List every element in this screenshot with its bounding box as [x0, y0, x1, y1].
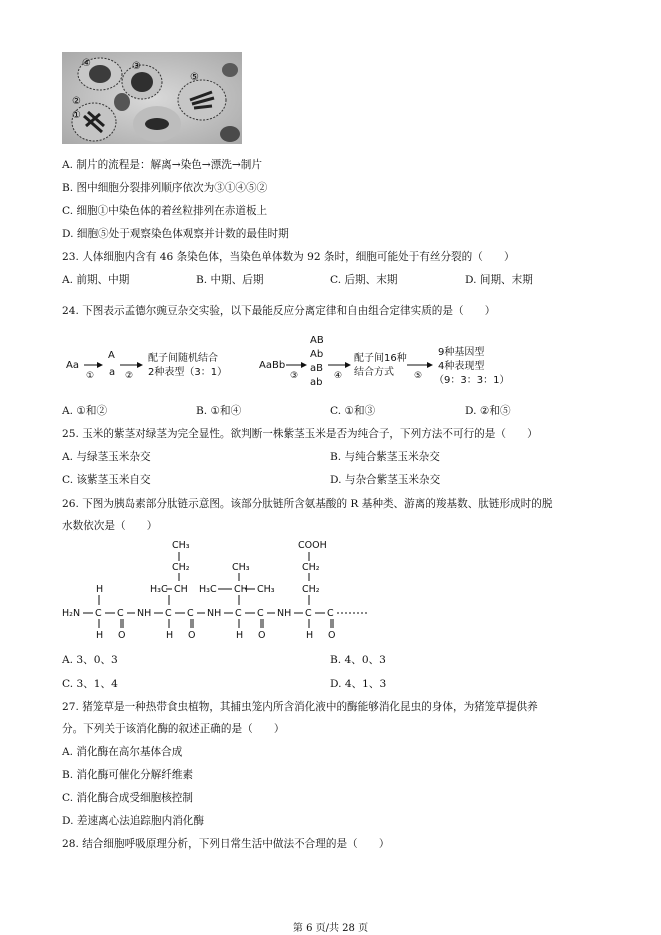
svg-text:C: C	[305, 608, 312, 619]
step-2: ②	[125, 371, 134, 381]
svg-text:CH: CH	[174, 584, 188, 595]
q23-stem: 23. 人体细胞内含有 46 条染色体，当染色单体数为 92 条时，细胞可能处于有丝分裂的（ ）	[62, 251, 515, 263]
svg-text:CH₃: CH₃	[257, 584, 275, 595]
svg-text:CH₃: CH₃	[172, 540, 190, 551]
step-4: ④	[334, 371, 343, 381]
result1-line1: 配子间随机结合	[148, 353, 218, 364]
svg-text:COOH: COOH	[298, 540, 327, 551]
genotype-aa: Aa	[66, 360, 79, 371]
q26-stem-line2: 水数依次是（ ）	[62, 520, 158, 532]
svg-text:C: C	[257, 608, 264, 619]
q24-option-b: B. ①和④	[196, 405, 242, 417]
q25-option-a: A. 与绿茎玉米杂交	[62, 451, 151, 463]
svg-text:H₃C: H₃C	[199, 584, 217, 595]
result3-line1: 9种基因型	[438, 347, 485, 358]
result2-line1: 配子间16种	[354, 353, 407, 364]
svg-text:C: C	[327, 608, 334, 619]
genotype-aabb: AaBb	[259, 360, 286, 371]
step-5: ⑤	[414, 371, 423, 381]
svg-text:C: C	[187, 608, 194, 619]
svg-text:H: H	[306, 630, 314, 641]
svg-text:O: O	[328, 630, 336, 641]
q24-option-c: C. ①和③	[330, 405, 376, 417]
q22-option-b: B. 图中细胞分裂排列顺序依次为③①④⑤②	[62, 182, 268, 194]
q25-option-d: D. 与杂合紫茎玉米杂交	[330, 474, 441, 486]
svg-text:H: H	[166, 630, 174, 641]
result2-line2: 结合方式	[354, 367, 394, 378]
svg-text:NH: NH	[207, 608, 222, 619]
svg-text:C: C	[117, 608, 124, 619]
result3-line3: （9：3：3：1）	[434, 375, 510, 386]
label-cell-2: ②	[72, 96, 81, 107]
q26-option-c: C. 3、1、4	[62, 678, 118, 690]
q24-option-a: A. ①和②	[62, 405, 108, 417]
q27-option-b: B. 消化酶可催化分解纤维素	[62, 769, 194, 781]
q27-option-d: D. 差速离心法追踪胞内消化酶	[62, 815, 204, 827]
q23-option-c: C. 后期、末期	[330, 274, 398, 286]
svg-text:CH₂: CH₂	[302, 562, 320, 573]
svg-text:O: O	[258, 630, 266, 641]
step-3: ③	[290, 371, 299, 381]
q22-option-c: C. 细胞①中染色体的着丝粒排列在赤道板上	[62, 205, 268, 217]
q27-stem-line1: 27. 猪笼草是一种热带食虫植物，其捕虫笼内所含消化液中的酶能够消化昆虫的身体，为猪笼草提供养	[62, 701, 538, 713]
label-cell-5: ⑤	[190, 72, 199, 83]
q26-stem-line1: 26. 下图为胰岛素部分肽链示意图。该部分肽链所含氨基酸的 R 基种类、游离的羧基数、肽链形成时的脱	[62, 498, 553, 510]
svg-text:O: O	[118, 630, 126, 641]
q28-stem: 28. 结合细胞呼吸原理分析，下列日常生活中做法不合理的是（ ）	[62, 838, 390, 850]
cell-1	[72, 103, 116, 141]
svg-text:C: C	[165, 608, 172, 619]
svg-text:CH₂: CH₂	[172, 562, 190, 573]
svg-text:H: H	[236, 630, 244, 641]
q24-cross-diagram	[62, 330, 522, 392]
svg-text:H₂N: H₂N	[62, 608, 81, 619]
q23-option-b: B. 中期、后期	[196, 274, 264, 286]
label-cell-1: ①	[72, 110, 81, 121]
q26-option-d: D. 4、1、3	[330, 678, 387, 690]
svg-text:CH₃: CH₃	[232, 562, 250, 573]
gamete-aB: aB	[310, 363, 323, 374]
q25-option-c: C. 该紫茎玉米自交	[62, 474, 151, 486]
label-cell-3: ③	[132, 61, 141, 72]
q25-option-b: B. 与纯合紫茎玉米杂交	[330, 451, 440, 463]
insulin-peptide-structure	[62, 536, 372, 644]
q27-option-a: A. 消化酶在高尔基体合成	[62, 746, 183, 758]
q22-option-d: D. 细胞⑤处于观察染色体观察并计数的最佳时期	[62, 228, 289, 240]
svg-text:NH: NH	[277, 608, 292, 619]
gamete-ab: ab	[310, 377, 323, 388]
label-cell-4: ④	[82, 58, 91, 69]
svg-text:CH: CH	[234, 584, 248, 595]
result1-line2: 2种表型（3：1）	[148, 367, 228, 378]
svg-text:H₃C: H₃C	[150, 584, 168, 595]
svg-text:H: H	[96, 584, 104, 595]
page-number: 第 6 页/共 28 页	[292, 923, 369, 934]
svg-text:CH₂: CH₂	[302, 584, 320, 595]
q23-option-a: A. 前期、中期	[62, 274, 130, 286]
q25-stem: 25. 玉米的紫茎对绿茎为完全显性。欲判断一株紫茎玉米是否为纯合子，下列方法不可行的是（ ）	[62, 428, 538, 440]
svg-text:C: C	[95, 608, 102, 619]
q24-option-d: D. ②和⑤	[465, 405, 511, 417]
svg-text:C: C	[235, 608, 242, 619]
q27-option-c: C. 消化酶合成受细胞核控制	[62, 792, 193, 804]
svg-text:H: H	[96, 630, 104, 641]
cell-micrograph	[62, 52, 242, 144]
step-1: ①	[86, 371, 95, 381]
q26-option-b: B. 4、0、3	[330, 654, 386, 666]
gamete-a: a	[109, 367, 116, 378]
gamete-AB: AB	[310, 335, 324, 346]
svg-text:O: O	[188, 630, 196, 641]
q27-stem-line2: 分。下列关于该消化酶的叙述正确的是（ ）	[62, 723, 285, 735]
q24-stem: 24. 下图表示孟德尔豌豆杂交实验，以下最能反应分离定律和自由组合定律实质的是（ ）	[62, 305, 496, 317]
gamete-A: A	[108, 350, 115, 361]
q22-option-a: A. 制片的流程是：解离→染色→漂洗→制片	[62, 159, 262, 171]
q23-option-d: D. 间期、末期	[465, 274, 533, 286]
svg-text:NH: NH	[137, 608, 152, 619]
result3-line2: 4种表现型	[438, 361, 485, 372]
gamete-Ab: Ab	[310, 349, 324, 360]
q26-option-a: A. 3、0、3	[62, 654, 118, 666]
